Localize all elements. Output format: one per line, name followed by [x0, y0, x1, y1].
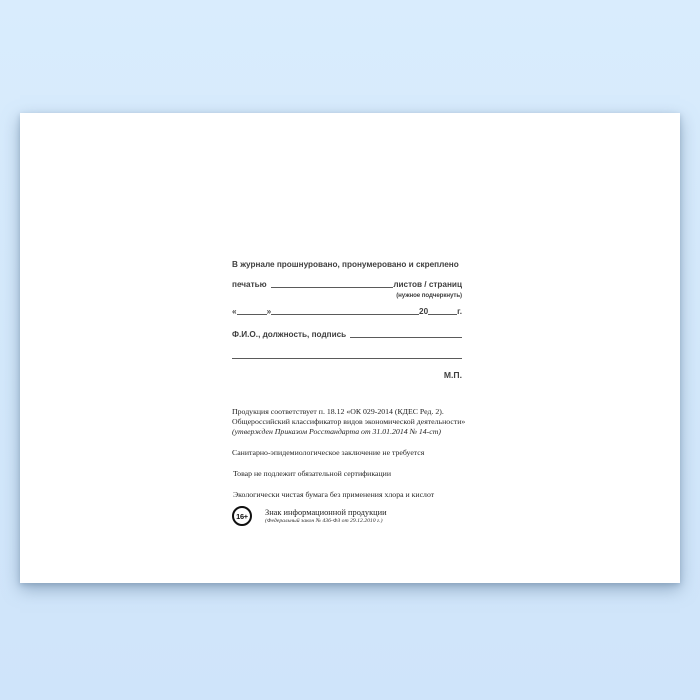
certification-statement: Товар не подлежит обязательной сертификации: [233, 469, 391, 478]
close-quote: »: [266, 307, 272, 316]
sheets-pages-label: листов / страниц: [393, 280, 462, 289]
signature-row: [232, 330, 462, 339]
signature-label: Ф.И.О., должность, подпись: [232, 330, 347, 339]
sealed-sheets-row: [232, 280, 462, 289]
journal-back-page: [20, 113, 680, 583]
eco-paper-statement: Экологически чистая бумага без применения хлора и кислот: [233, 490, 435, 499]
compliance-line3: (утвержден Приказом Росстандарта от 31.01.2014 № 14-ст): [232, 427, 441, 436]
underline-note: (нужное подчеркнуть): [396, 292, 462, 299]
compliance-paragraph: [232, 407, 465, 437]
date-row: [232, 307, 462, 316]
year-blank-field: [428, 312, 457, 315]
binding-statement: В журнале прошнуровано, пронумеровано и скреплено: [232, 260, 459, 269]
compliance-line2: Общероссийский классификатор видов экономической деятельности»: [232, 417, 466, 426]
age-rating-16plus-icon: 16+: [232, 506, 252, 526]
sheets-count-blank-field: [271, 285, 394, 288]
month-blank-field: [271, 312, 419, 315]
sanitary-statement: Санитарно-эпидемиологическое заключение не требуется: [232, 448, 425, 457]
information-product-sign-label: Знак информационной продукции: [265, 507, 387, 517]
compliance-line1: Продукция соответствует п. 18.12 «ОК 029-2014 (КДЕС Ред. 2).: [232, 407, 444, 416]
continuation-blank-line: [232, 352, 462, 359]
signature-blank-field: [350, 335, 462, 338]
stamp-place-label: М.П.: [443, 370, 462, 380]
age-rating-text: [265, 508, 387, 525]
year-suffix: г.: [457, 307, 462, 316]
year-prefix: 20: [419, 307, 429, 316]
day-blank-field: [237, 312, 267, 315]
federal-law-reference: (Федеральный закон № 436-ФЗ от 29.12.2010 г.): [265, 517, 383, 524]
age-rating-block: [232, 506, 387, 526]
sealed-label: печатью: [232, 280, 267, 289]
open-quote: «: [232, 307, 237, 316]
page-content: [232, 113, 466, 583]
